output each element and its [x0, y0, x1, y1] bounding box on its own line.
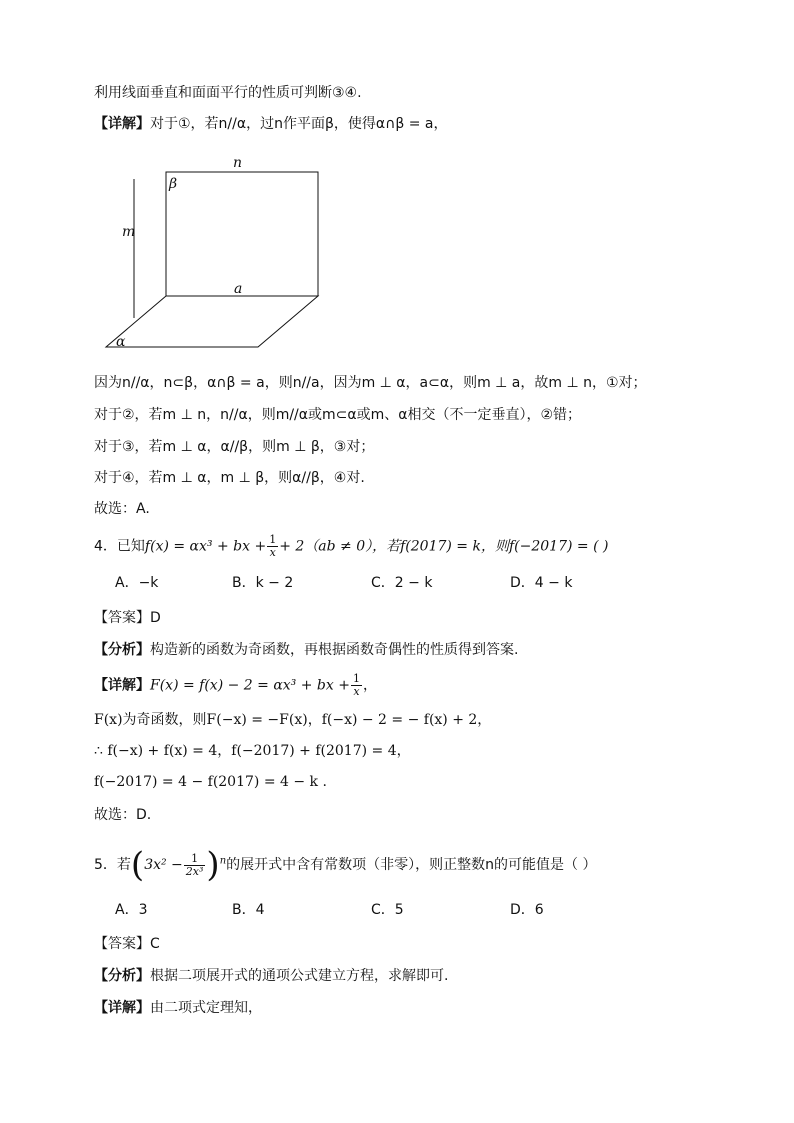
detail-text: 对于①，若n//α，过n作平面β，使得α∩β = a，: [150, 116, 448, 132]
q4-option-b: B．k − 2: [232, 575, 294, 591]
q4-option-c: C．2 − k: [371, 575, 433, 591]
line-intro: 利用线面垂直和面面平行的性质可判断③④.: [94, 85, 362, 101]
q4-analysis-text: 构造新的函数为奇函数，再根据函数奇偶性的性质得到答案.: [150, 642, 519, 658]
q4-detail: [94, 673, 377, 698]
label-m: m: [122, 224, 136, 240]
q5-detail-tag: 【详解】: [94, 1000, 150, 1016]
line-detail-1: [94, 115, 448, 133]
q5-suffix: 的展开式中含有常数项（非零），则正整数n的可能值是（ ）: [226, 857, 597, 873]
q5-answer: 【答案】C: [94, 936, 160, 952]
q4-detail-tag: 【详解】: [94, 677, 150, 694]
label-a: a: [234, 281, 243, 297]
q4-detail-fraction: [351, 673, 362, 698]
q5-detail: [94, 999, 262, 1017]
q4-option-d: D．4 − k: [510, 575, 573, 591]
detail-tag: 【详解】: [94, 116, 150, 132]
q5-prefix: 5．若: [94, 857, 131, 873]
question-4: [94, 534, 608, 559]
q4-option-a: A．−k: [115, 575, 159, 591]
q4-frac-num: 1: [269, 533, 277, 546]
q4-detail-frac-num: 1: [352, 672, 360, 685]
q4-step-4: f(−2017) = 4 − f(2017) = 4 − k .: [94, 774, 327, 790]
q5-fraction: [184, 853, 206, 878]
q5-detail-text: 由二项式定理知，: [150, 1000, 262, 1016]
q4-detail-end: ，: [362, 677, 377, 694]
q5-inner: 3x² −: [144, 857, 183, 873]
q4-answer: 【答案】D: [94, 610, 161, 626]
q4-detail-frac-den: x: [353, 685, 360, 698]
q5-option-a: A．3: [115, 902, 148, 918]
q5-analysis-text: 根据二项展开式的通项公式建立方程，求解即可.: [150, 968, 449, 984]
q5-exponent: n: [219, 855, 227, 867]
q4-suffix: + 2（ab ≠ 0），若f(2017) = k，则f(−2017) = ( ): [279, 538, 609, 555]
line-3: 因为n//α，n⊂β，α∩β = a，则n//a，因为m ⊥ α，a⊂α，则m ⊥ a，故m ⊥ n，①对；: [94, 375, 647, 391]
q4-fraction: [267, 534, 278, 559]
q5-option-b: B．4: [232, 902, 265, 918]
label-n: n: [233, 155, 243, 171]
line-5: 对于③，若m ⊥ α，α//β，则m ⊥ β，③对；: [94, 439, 375, 455]
q4-frac-den: x: [269, 546, 276, 559]
q5-frac-den: 2x³: [185, 864, 204, 878]
question-5: [94, 845, 597, 885]
q5-right-paren: ): [206, 845, 220, 885]
geometry-figure: [100, 150, 340, 355]
line-6: 对于④，若m ⊥ α，m ⊥ β，则α//β，④对.: [94, 470, 365, 486]
q4-step-2: F(x)为奇函数，则F(−x) = −F(x)，f(−x) − 2 = − f(x) + 2，: [94, 712, 492, 728]
label-alpha: α: [116, 334, 126, 350]
q5-analysis-tag: 【分析】: [94, 968, 150, 984]
line-7: 故选：A.: [94, 501, 150, 517]
q4-analysis: [94, 641, 518, 659]
q5-option-c: C．5: [371, 902, 404, 918]
q4-prefix: 4．已知: [94, 538, 145, 555]
q4-analysis-tag: 【分析】: [94, 642, 150, 658]
q4-select: 故选：D.: [94, 807, 152, 823]
label-beta: β: [169, 176, 178, 192]
q5-option-d: D．6: [510, 902, 544, 918]
q4-detail-expr: F(x) = f(x) − 2 = αx³ + bx +: [150, 677, 350, 694]
q5-analysis: [94, 967, 448, 985]
q4-step-3: ∴ f(−x) + f(x) = 4，f(−2017) + f(2017) = 4，: [94, 743, 411, 759]
q4-function: f(x) = αx³ + bx +: [144, 538, 267, 555]
q5-frac-num: 1: [184, 853, 206, 866]
line-4: 对于②，若m ⊥ n，n//α，则m//α或m⊂α或m、α相交（不一定垂直），②错；: [94, 407, 582, 423]
q5-left-paren: (: [130, 845, 145, 885]
